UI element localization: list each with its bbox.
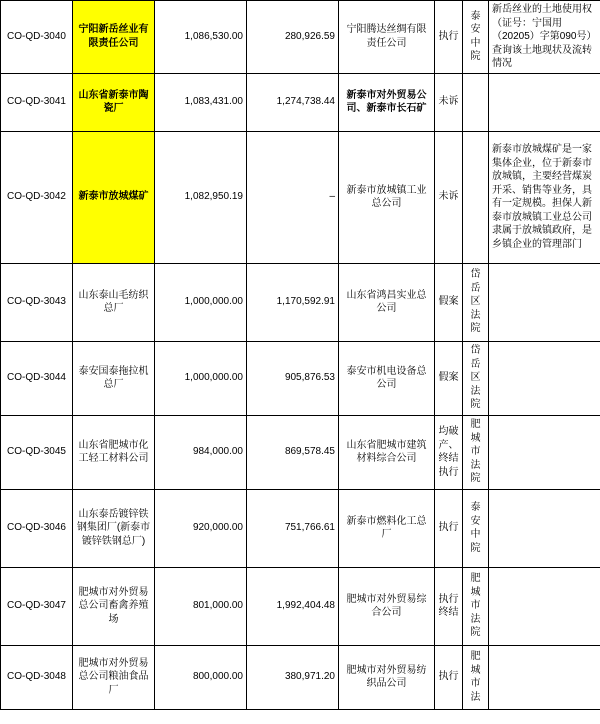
- cell-company: 宁阳新岳丝业有限责任公司: [73, 1, 155, 74]
- cell-organization: 新泰市对外贸易公司、新泰市长石矿: [339, 73, 435, 131]
- cell-amount-b: 380,971.20: [247, 645, 339, 709]
- cell-status: 执行: [435, 645, 463, 709]
- cell-status: 均破产、终结执行: [435, 415, 463, 489]
- cell-status: 执行: [435, 489, 463, 567]
- cell-note: [489, 489, 600, 567]
- cell-note: [489, 415, 600, 489]
- cell-court: [463, 73, 489, 131]
- cell-note: 新泰市放城煤矿是一家集体企业，位于新泰市放城镇，主要经营煤炭开采、销售等业务，具有一定规模。担保人新泰市放城镇工业总公司隶属于放城镇政府，是乡镇企业的管理部门: [489, 131, 600, 263]
- cell-company: 肥城市对外贸易总公司畜禽养殖场: [73, 567, 155, 645]
- cell-court: 肥城市法: [463, 645, 489, 709]
- cell-company: 肥城市对外贸易总公司粮油食品厂: [73, 645, 155, 709]
- cell-amount-a: 1,083,431.00: [155, 73, 247, 131]
- cell-court: [463, 131, 489, 263]
- cell-court: 泰安中院: [463, 489, 489, 567]
- cell-organization: 泰安市机电设备总公司: [339, 341, 435, 415]
- cell-amount-b: 751,766.61: [247, 489, 339, 567]
- table-row: [1, 415, 600, 489]
- cell-organization: 新泰市放城镇工业总公司: [339, 131, 435, 263]
- cell-code: CO-QD-3048: [1, 645, 73, 709]
- table-row: [1, 567, 600, 645]
- cell-court: 泰安中院: [463, 1, 489, 74]
- cell-note: [489, 73, 600, 131]
- cell-organization: 肥城市对外贸易综合公司: [339, 567, 435, 645]
- cell-note: [489, 341, 600, 415]
- cell-company: 新泰市放城煤矿: [73, 131, 155, 263]
- cell-amount-b: 1,992,404.48: [247, 567, 339, 645]
- cell-court: 肥城市法院: [463, 567, 489, 645]
- cell-status: 假案: [435, 263, 463, 341]
- cell-status: 未诉: [435, 73, 463, 131]
- cell-court: 岱岳区法院: [463, 341, 489, 415]
- table-row: [1, 489, 600, 567]
- cell-amount-b: –: [247, 131, 339, 263]
- cell-amount-b: 1,274,738.44: [247, 73, 339, 131]
- cell-organization: 肥城市对外贸易纺织品公司: [339, 645, 435, 709]
- cell-amount-a: 801,000.00: [155, 567, 247, 645]
- cell-amount-b: 869,578.45: [247, 415, 339, 489]
- cell-code: CO-QD-3040: [1, 1, 73, 74]
- cell-organization: 新泰市燃料化工总厂: [339, 489, 435, 567]
- cell-court: 肥城市法院: [463, 415, 489, 489]
- cell-company: 山东泰岳镀锌铁钢集团厂(新泰市镀锌铁钢总厂): [73, 489, 155, 567]
- cell-status: 执行终结: [435, 567, 463, 645]
- cell-amount-b: 1,170,592.91: [247, 263, 339, 341]
- cell-note: [489, 645, 600, 709]
- cell-company: 泰安国泰拖拉机总厂: [73, 341, 155, 415]
- cell-status: 未诉: [435, 131, 463, 263]
- cell-code: CO-QD-3047: [1, 567, 73, 645]
- cell-amount-a: 984,000.00: [155, 415, 247, 489]
- table-row: [1, 645, 600, 709]
- cell-status: 假案: [435, 341, 463, 415]
- table-row: [1, 73, 600, 131]
- cell-amount-a: 1,000,000.00: [155, 341, 247, 415]
- cell-organization: 山东省肥城市建筑材料综合公司: [339, 415, 435, 489]
- cell-company: 山东省肥城市化工轻工材料公司: [73, 415, 155, 489]
- cell-amount-b: 280,926.59: [247, 1, 339, 74]
- cell-amount-b: 905,876.53: [247, 341, 339, 415]
- cell-code: CO-QD-3044: [1, 341, 73, 415]
- cell-amount-a: 800,000.00: [155, 645, 247, 709]
- table-body: [1, 1, 600, 710]
- cell-code: CO-QD-3042: [1, 131, 73, 263]
- cell-amount-a: 1,000,000.00: [155, 263, 247, 341]
- cell-amount-a: 1,082,950.19: [155, 131, 247, 263]
- table-row: [1, 1, 600, 74]
- table-row: [1, 263, 600, 341]
- cell-company: 山东省新泰市陶瓷厂: [73, 73, 155, 131]
- table-row: [1, 341, 600, 415]
- cell-code: CO-QD-3045: [1, 415, 73, 489]
- cell-status: 执行: [435, 1, 463, 74]
- cell-note: 新岳丝业的土地使用权（证号：宁国用（20205）字第090号）查询该土地现状及流转情况: [489, 1, 600, 74]
- cell-court: 岱岳区法院: [463, 263, 489, 341]
- cell-amount-a: 920,000.00: [155, 489, 247, 567]
- table-row: [1, 131, 600, 263]
- cell-note: [489, 263, 600, 341]
- cell-note: [489, 567, 600, 645]
- cell-company: 山东泰山毛纺织总厂: [73, 263, 155, 341]
- cell-organization: 山东省鸿昌实业总公司: [339, 263, 435, 341]
- cell-organization: 宁阳腾达丝绸有限责任公司: [339, 1, 435, 74]
- cell-code: CO-QD-3041: [1, 73, 73, 131]
- cell-amount-a: 1,086,530.00: [155, 1, 247, 74]
- cell-code: CO-QD-3043: [1, 263, 73, 341]
- cell-code: CO-QD-3046: [1, 489, 73, 567]
